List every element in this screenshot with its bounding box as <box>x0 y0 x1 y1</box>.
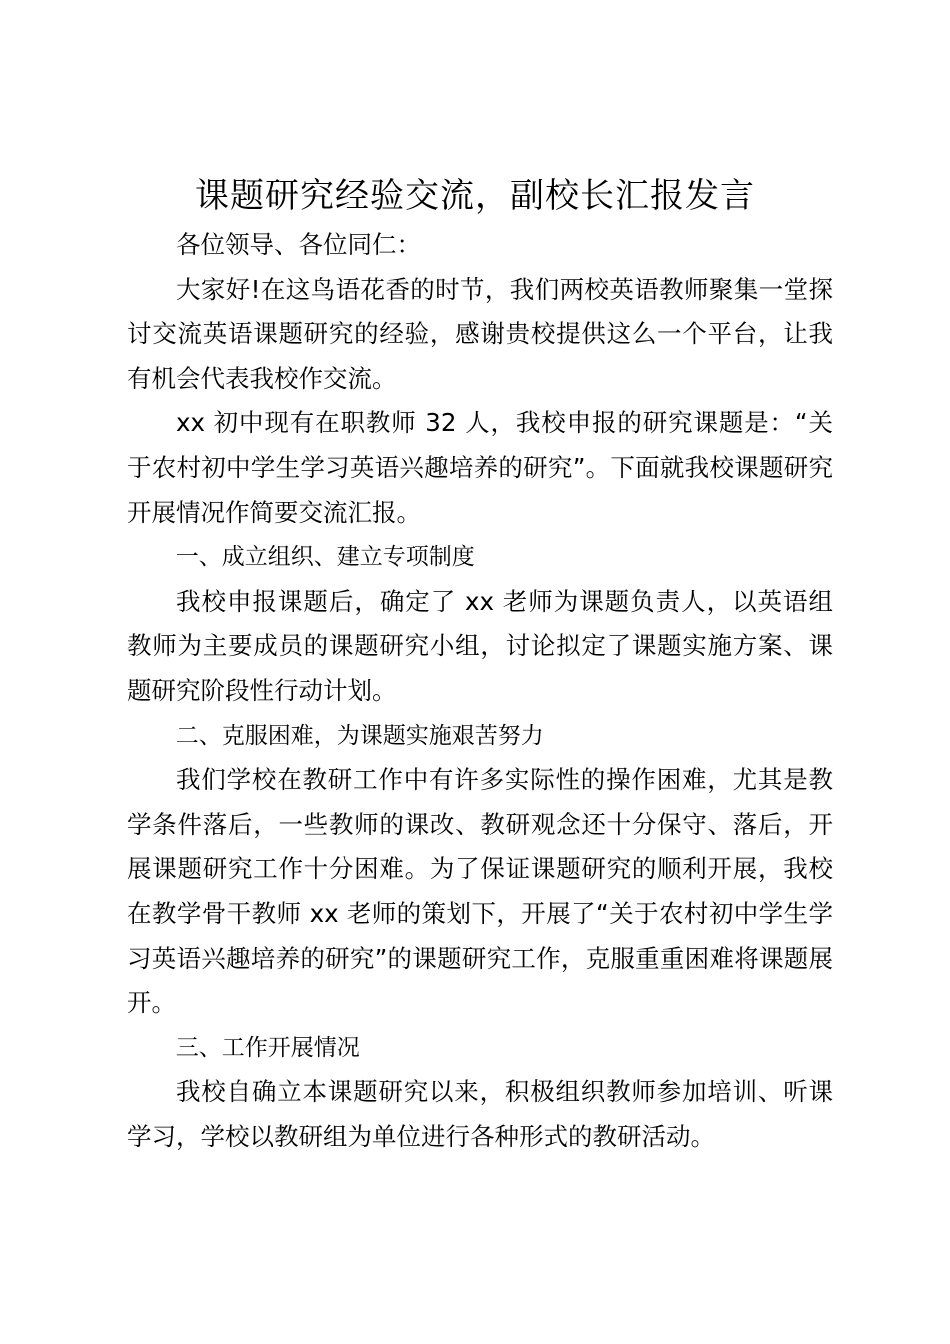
section-heading-1: 一、成立组织、建立专项制度 <box>175 544 475 571</box>
paragraph-work-progress: 我校自确立本课题研究以来，积极组织教师参加培训、听课学习，学校以教研组为单位进行各种形式的教研活动。 <box>127 1077 833 1151</box>
document-body <box>127 223 833 1159</box>
section-heading-3: 三、工作开展情况 <box>175 1034 360 1061</box>
salutation: 各位领导、各位同仁： <box>176 230 421 259</box>
section-heading-2: 二、克服困难，为课题实施艰苦努力 <box>175 722 544 749</box>
paragraph-greeting: 大家好!在这鸟语花香的时节，我们两校英语教师聚集一堂探讨交流英语课题研究的经验，感谢贵校提供这么一个平台，让我有机会代表我校作交流。 <box>127 274 833 393</box>
paragraph-organization: 我校申报课题后，确定了 xx 老师为课题负责人，以英语组教师为主要成员的课题研究小组，讨论拟定了课题实施方案、课题研究阶段性行动计划。 <box>127 586 833 705</box>
paragraph-difficulties: 我们学校在教研工作中有许多实际性的操作困难，尤其是教学条件落后，一些教师的课改、教研观念还十分保守、落后，开展课题研究工作十分困难。为了保证课题研究的顺利开展，我校在教学骨干教师 xx 老师的策划下，开展了“关于农村初中学生学习英语兴趣培养的研究”的课题研究工作，克服重重困难将课题展开。 <box>127 765 833 1018</box>
paragraph-school-intro: xx 初中现有在职教师 32 人，我校申报的研究课题是：“关于农村初中学生学习英语兴趣培养的研究”。下面就我校课题研究开展情况作简要交流汇报。 <box>127 408 833 527</box>
document-title: 课题研究经验交流，副校长汇报发言 <box>195 176 755 216</box>
